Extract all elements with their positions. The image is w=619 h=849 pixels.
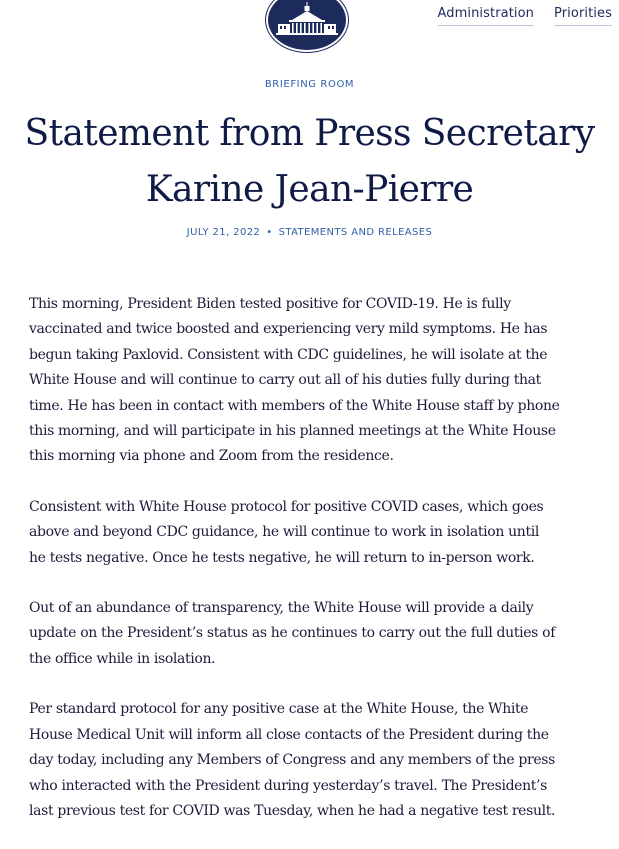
meta-separator: • bbox=[266, 227, 273, 238]
nav-item-priorities[interactable]: Priorities bbox=[554, 6, 612, 26]
body-paragraph: Out of an abundance of transparency, the White House will provide a daily update on the President’s status as he continues to carry out the full duties of the office while in isolation. bbox=[29, 600, 556, 667]
statement-body bbox=[29, 292, 589, 849]
body-paragraph: This morning, President Biden tested positive for COVID-19. He is fully vaccinated and twice boosted and experiencing very mild symptoms. He has begun taking Paxlovid. Consistent with CDC guidelines, he will isolate at the White House and will continue to carry out all of his duties fully during that time. He has been in contact with members of the White House staff by phone this morning, and will participate in his planned meetings at the White House this morning via phone and Zoom from the residence. bbox=[29, 296, 560, 465]
page-title bbox=[0, 106, 619, 218]
white-house-seal-icon bbox=[268, 0, 346, 50]
post-meta bbox=[0, 227, 619, 238]
body-paragraph: Consistent with White House protocol for positive COVID cases, which goes above and beyond CDC guidance, he will continue to work in isolation until he tests negative. Once he tests negative, he will return to in-person work. bbox=[29, 498, 544, 566]
nav-item-administration[interactable]: Administration bbox=[438, 6, 535, 26]
post-category-link[interactable]: STATEMENTS AND RELEASES bbox=[278, 227, 433, 238]
body-paragraph: Per standard protocol for any positive case at the White House, the White House Medical Unit will inform all close contacts of the President during the day today, including any Members of Congress and any members of the press who interacted with the President during yesterday’s travel. The President’s last previous test for COVID was Tuesday, when he had a negative test result. bbox=[29, 701, 556, 819]
white-house-logo[interactable] bbox=[266, 0, 348, 52]
primary-nav bbox=[438, 6, 613, 26]
post-date: JULY 21, 2022 bbox=[186, 227, 261, 238]
breadcrumb-briefing-room[interactable]: BRIEFING ROOM bbox=[264, 79, 355, 90]
page-title-line-1: Statement from Press Secretary bbox=[24, 113, 595, 154]
site-header bbox=[0, 0, 619, 52]
page-title-line-2: Karine Jean-Pierre bbox=[145, 169, 474, 210]
